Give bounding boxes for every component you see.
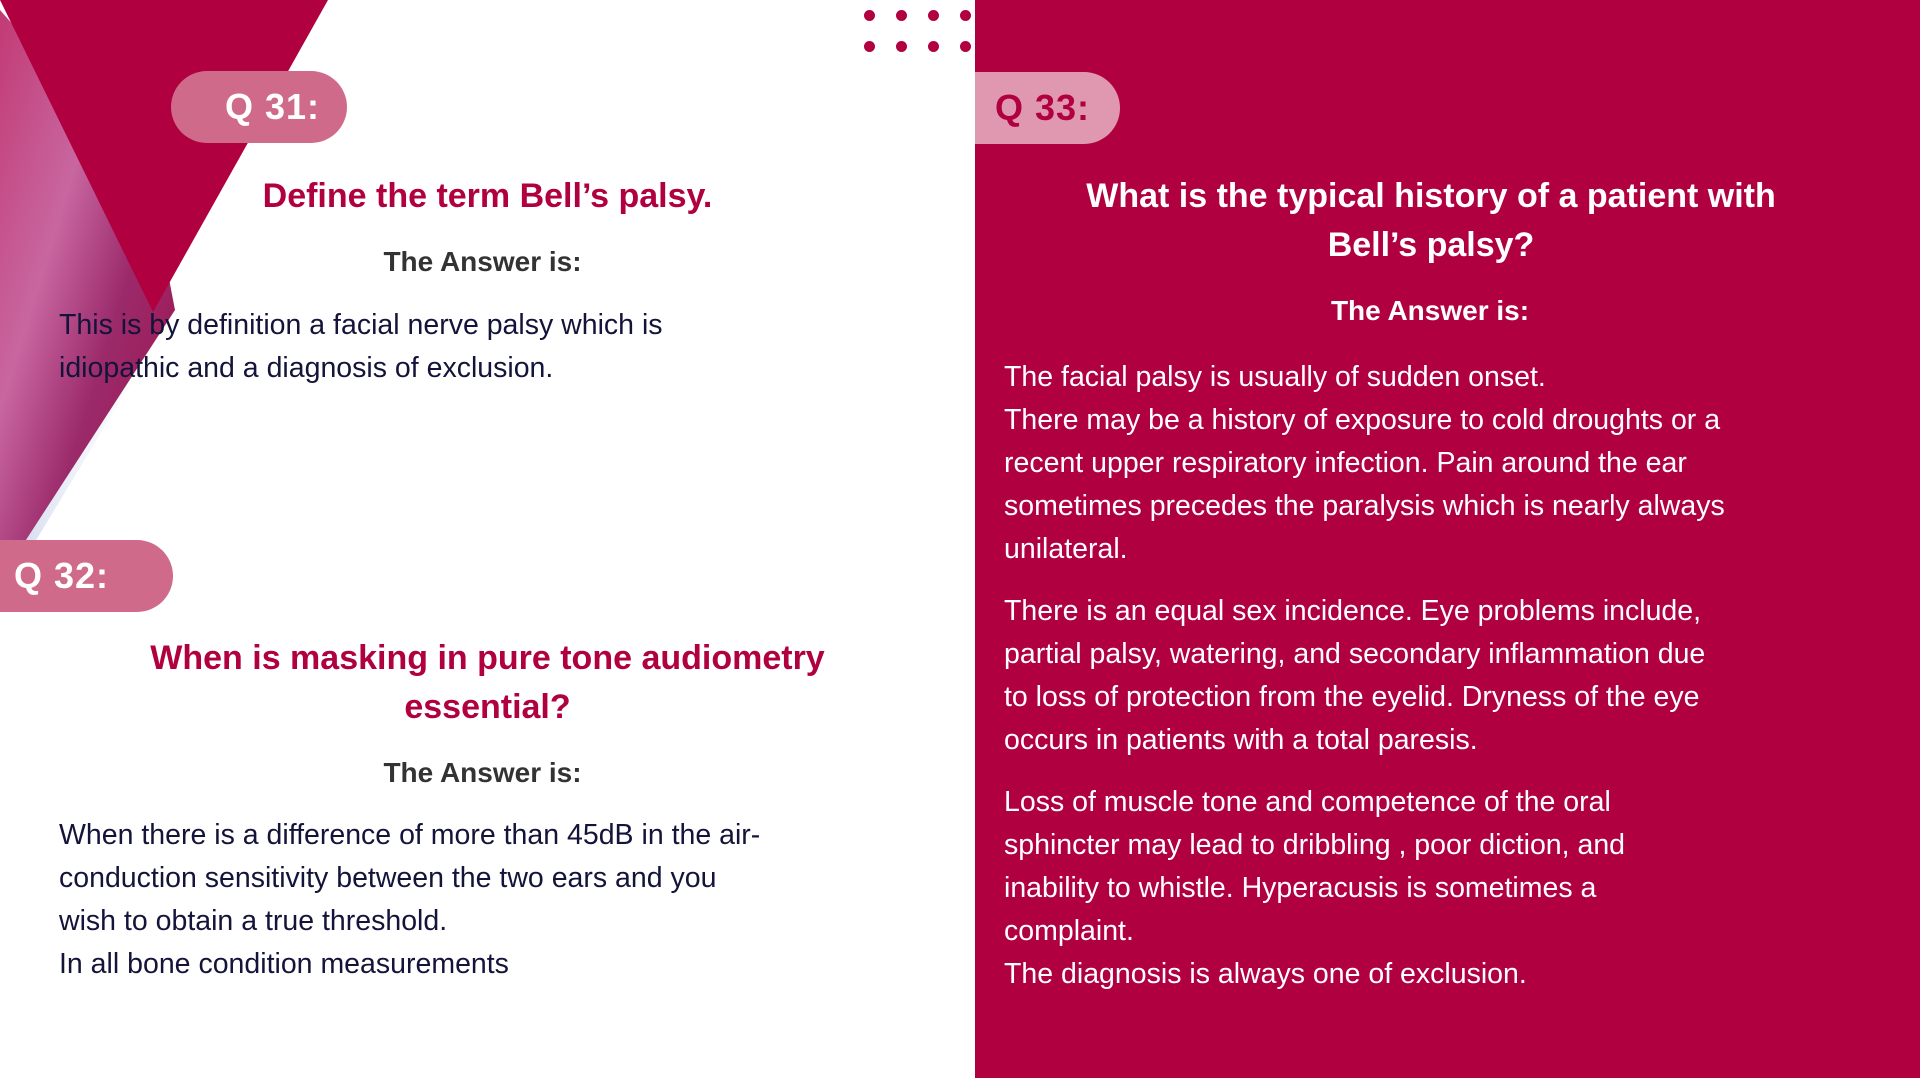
answer-line: conduction sensitivity between the two ears and you <box>59 862 717 894</box>
answer-line: There may be a history of exposure to cold droughts or a <box>1004 404 1721 436</box>
answer-line: wish to obtain a true threshold. <box>59 905 448 937</box>
question-badge-31: Q 31: <box>171 71 347 143</box>
answer-paragraph <box>1004 590 1725 762</box>
question-line: essential? <box>404 688 571 726</box>
question-line: What is the typical history of a patient with <box>1086 177 1776 215</box>
answer-line: In all bone condition measurements <box>59 948 509 980</box>
answer-line: When there is a difference of more than 45dB in the air- <box>59 819 761 851</box>
answer-line: unilateral. <box>1004 533 1128 565</box>
question-31: Define the term Bell’s palsy. <box>262 177 713 215</box>
question-33 <box>975 172 1887 270</box>
answer-line: sometimes precedes the paralysis which is nearly always <box>1004 490 1725 522</box>
answer-31 <box>59 304 663 390</box>
question-32 <box>0 634 975 732</box>
answer-line: Loss of muscle tone and competence of the oral <box>1004 786 1611 818</box>
answer-line: sphincter may lead to dribbling , poor diction, and <box>1004 829 1626 861</box>
answer-line: occurs in patients with a total paresis. <box>1004 724 1478 756</box>
question-badge-32: Q 32: <box>0 540 173 612</box>
answer-33 <box>1004 356 1725 1015</box>
answer-label-33: The Answer is: <box>1330 295 1530 326</box>
question-line: When is masking in pure tone audiometry <box>150 639 825 677</box>
answer-line: This is by definition a facial nerve palsy which is <box>59 309 663 341</box>
answer-paragraph <box>1004 781 1725 996</box>
answer-paragraph <box>1004 356 1725 571</box>
answer-line: There is an equal sex incidence. Eye problems include, <box>1004 595 1702 627</box>
answer-line: complaint. <box>1004 915 1134 947</box>
answer-line: inability to whistle. Hyperacusis is sometimes a <box>1004 872 1597 904</box>
answer-label-32: The Answer is: <box>383 757 582 788</box>
answer-line: to loss of protection from the eyelid. Dryness of the eye <box>1004 681 1700 713</box>
answer-label-31: The Answer is: <box>383 246 582 277</box>
answer-line: The diagnosis is always one of exclusion. <box>1004 958 1527 990</box>
answer-32 <box>59 814 760 986</box>
question-line: Bell’s palsy? <box>1327 226 1535 264</box>
question-badge-33: Q 33: <box>975 72 1120 144</box>
answer-line: recent upper respiratory infection. Pain around the ear <box>1004 447 1687 479</box>
answer-line: The facial palsy is usually of sudden onset. <box>1004 361 1546 393</box>
answer-line: idiopathic and a diagnosis of exclusion. <box>59 352 554 384</box>
answer-line: partial palsy, watering, and secondary inflammation due <box>1004 638 1706 670</box>
